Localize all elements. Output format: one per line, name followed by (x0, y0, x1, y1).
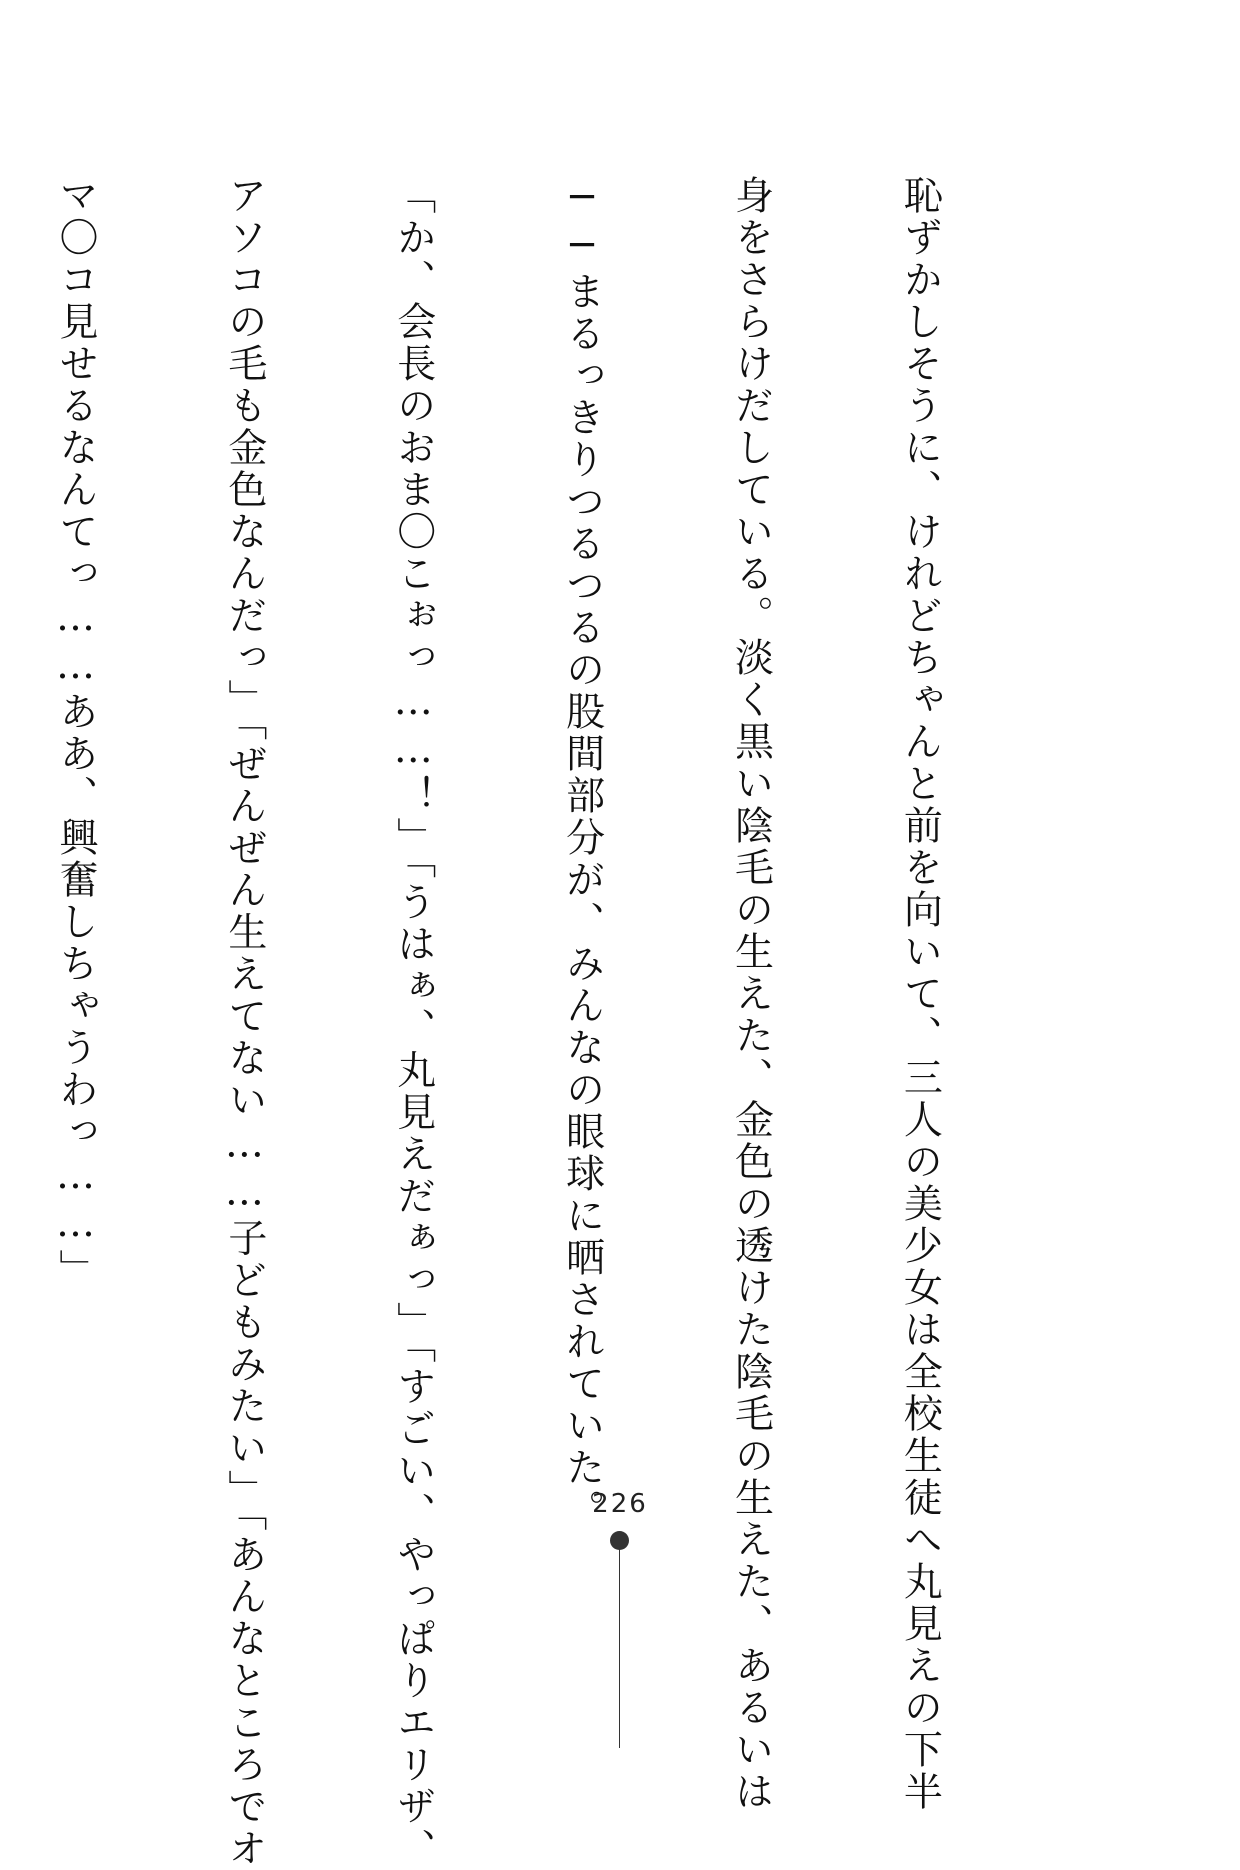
marker-dot-icon (610, 1531, 629, 1550)
text-line: ──まるっきりつるつるの股間部分が、みんなの眼球に晒されていた。 (559, 175, 605, 1531)
text-line: マ〇コ見せるなんてっ……ああ、興奮しちゃうわっ……」 (52, 175, 98, 1291)
page-number: 226 (592, 1489, 648, 1519)
marker-line (619, 1549, 620, 1748)
page-marker-icon (600, 1531, 640, 1748)
text-line: 身をさらけだしている。淡く黒い陰毛の生えた、金色の透けた陰毛の生えた、あるいは (728, 175, 774, 1813)
text-line: 「か、会長のおま〇こぉっ……！」「うはぁ、丸見えだぁっ」「すごい、やっぱりエリザ、 (390, 175, 436, 1870)
text-line: アソコの毛も金色なんだっ」「ぜんぜん生えてない……子どもみたい」「あんなところでオ (221, 175, 267, 1870)
text-line: 恥ずかしそうに、けれどちゃんと前を向いて、三人の美少女は全校生徒へ丸見えの下半 (897, 175, 943, 1813)
